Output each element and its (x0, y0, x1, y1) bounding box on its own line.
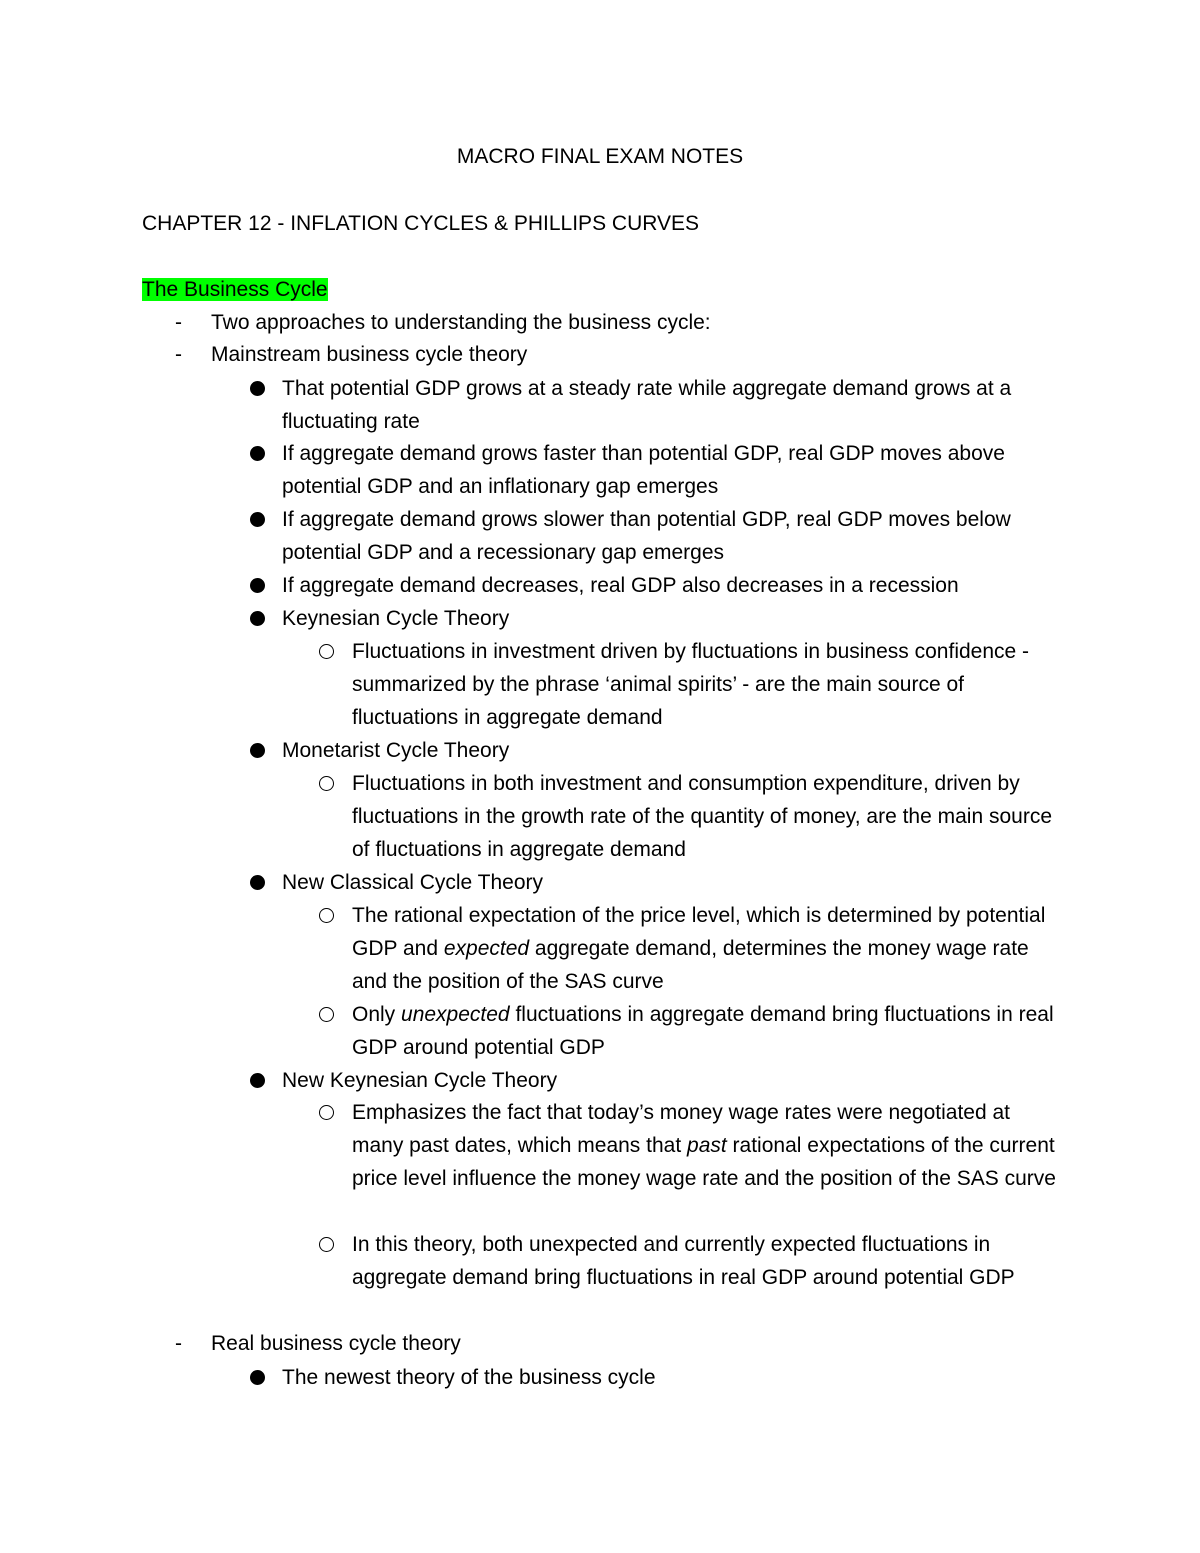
list-item-new-keynesian-wages (352, 1096, 1062, 1195)
filled-bullet-icon (250, 381, 265, 396)
list-item-recession: If aggregate demand decreases, real GDP also decreases in a recession (282, 574, 959, 597)
filled-bullet-icon (250, 446, 265, 461)
text-run: Emphasizes the fact that today’s money wage rates were negotiated at many past dates, which means that (352, 1101, 1010, 1157)
filled-bullet-icon (250, 743, 265, 758)
emphasis-text: unexpected (401, 1003, 510, 1026)
list-item-keynesian-detail: Fluctuations in investment driven by fluctuations in business confidence - summarized by the phrase ‘animal spirits’ - are the main source of fluctuations in aggregate demand (352, 640, 1030, 729)
dash-bullet: - (175, 1332, 182, 1355)
list-item-new-classical-expectation (352, 899, 1062, 998)
text-run: rational expectations of the current price level influence the money wage rate and the position of the SAS curve (352, 1134, 1056, 1190)
list-item-recessionary-gap: If aggregate demand grows slower than potential GDP, real GDP moves below potential GDP and a recessionary gap emerges (282, 508, 1011, 564)
emphasis-text: past (687, 1134, 727, 1157)
list-item-inflationary-gap: If aggregate demand grows faster than potential GDP, real GDP moves above potential GDP and an inflationary gap emerges (282, 442, 1005, 498)
list-item-approaches: Two approaches to understanding the business cycle: (211, 311, 711, 334)
list-item-new-classical-unexpected (352, 998, 1062, 1064)
filled-bullet-icon (250, 611, 265, 626)
list-item-new-keynesian: New Keynesian Cycle Theory (282, 1069, 558, 1092)
filled-bullet-icon (250, 1073, 265, 1088)
list-item-monetarist-detail: Fluctuations in both investment and consumption expenditure, driven by fluctuations in the growth rate of the quantity of money, are the main source of fluctuations in aggregate demand (352, 772, 1053, 861)
list-item-monetarist: Monetarist Cycle Theory (282, 739, 510, 762)
text-run: The rational expectation of the price level, which is determined by potential GDP and (352, 904, 1046, 960)
filled-bullet-icon (250, 578, 265, 593)
list-item-newest-theory: The newest theory of the business cycle (282, 1366, 656, 1389)
hollow-bullet-icon (319, 908, 334, 923)
list-item-new-classical: New Classical Cycle Theory (282, 871, 544, 894)
filled-bullet-icon (250, 1370, 265, 1385)
text-run: aggregate demand, determines the money wage rate and the position of the SAS curve (352, 937, 1029, 993)
hollow-bullet-icon (319, 776, 334, 791)
list-item-new-keynesian-fluctuations: In this theory, both unexpected and currently expected fluctuations in aggregate demand bring fluctuations in real GDP around potential GDP (352, 1233, 1015, 1289)
hollow-bullet-icon (319, 1105, 334, 1120)
list-item-mainstream: Mainstream business cycle theory (211, 343, 528, 366)
section-heading (142, 273, 328, 306)
filled-bullet-icon (250, 512, 265, 527)
hollow-bullet-icon (319, 644, 334, 659)
dash-bullet: - (175, 343, 182, 366)
dash-bullet: - (175, 311, 182, 334)
text-run: fluctuations in aggregate demand bring fluctuations in real GDP around potential GDP (352, 1003, 1054, 1059)
list-item-steady-growth: That potential GDP grows at a steady rate while aggregate demand grows at a fluctuating rate (282, 377, 1012, 433)
list-item-real-business-cycle: Real business cycle theory (211, 1332, 461, 1355)
section-heading-highlight: The Business Cycle (142, 278, 328, 301)
hollow-bullet-icon (319, 1007, 334, 1022)
hollow-bullet-icon (319, 1237, 334, 1252)
text-run: Only (352, 1003, 402, 1026)
emphasis-text: expected (443, 937, 530, 960)
document-title: MACRO FINAL EXAM NOTES (456, 145, 744, 168)
filled-bullet-icon (250, 875, 265, 890)
list-item-keynesian: Keynesian Cycle Theory (282, 607, 510, 630)
chapter-heading: CHAPTER 12 - INFLATION CYCLES & PHILLIPS CURVES (142, 212, 700, 235)
